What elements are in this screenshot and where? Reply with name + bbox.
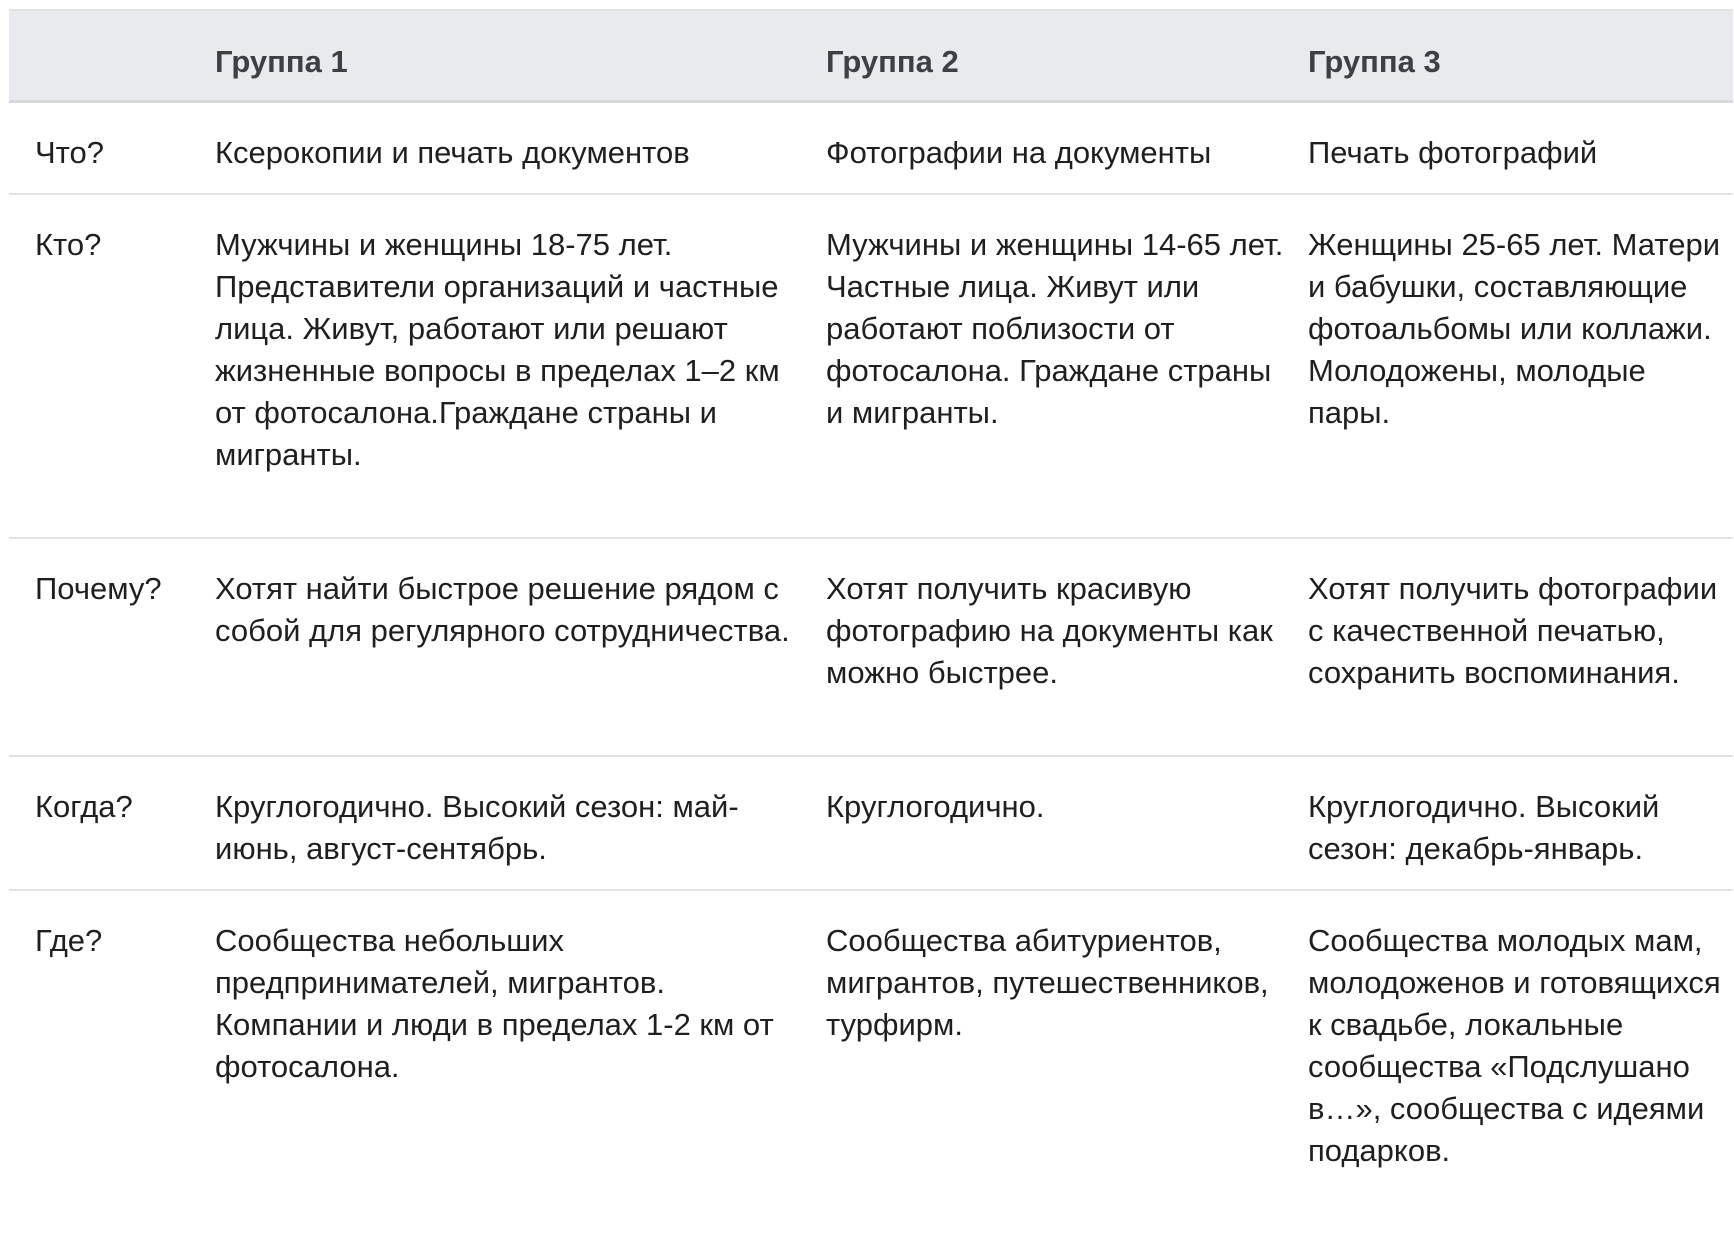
cell-group-1: Мужчины и женщины 18-75 лет. Представители организаций и частные лица. Живут, работают или решают жизненные вопросы в пределах 1–2 км от фотосалона.Граждане страны и мигранты. <box>215 227 780 472</box>
table-row-who <box>9 195 1733 539</box>
cell-group-1: Сообщества небольших предпринимателей, мигрантов. Компании и люди в пределах 1-2 км от фотосалона. <box>215 923 774 1084</box>
cell-group-1: Хотят найти быстрое решение рядом с собой для регулярного сотрудничества. <box>215 571 790 648</box>
header-cell-group-1: Группа 1 <box>215 44 348 79</box>
header-cell-group-3: Группа 3 <box>1308 44 1441 79</box>
cell-group-2: Фотографии на документы <box>826 135 1212 170</box>
table-row-where <box>9 891 1733 1251</box>
audience-segments-table <box>9 9 1733 1251</box>
row-label: Кто? <box>35 227 102 262</box>
table-header-row <box>9 11 1733 103</box>
cell-group-2: Сообщества абитуриентов, мигрантов, путешественников, турфирм. <box>826 923 1269 1042</box>
cell-group-2: Круглогодично. <box>826 789 1045 824</box>
row-label: Когда? <box>35 789 133 824</box>
cell-group-3: Печать фотографий <box>1308 135 1598 170</box>
header-cell-group-2: Группа 2 <box>826 44 959 79</box>
cell-group-3: Сообщества молодых мам, молодоженов и готовящихся к свадьбе, локальные сообщества «Подслушано в…», сообщества с идеями подарков. <box>1308 923 1721 1168</box>
cell-group-1: Ксерокопии и печать документов <box>215 135 690 170</box>
cell-group-3: Хотят получить фотографии с качественной печатью, сохранить воспоминания. <box>1308 571 1718 690</box>
row-label: Почему? <box>35 571 162 606</box>
cell-group-1: Круглогодично. Высокий сезон: май-июнь, август-сентябрь. <box>215 789 739 866</box>
table-row-why <box>9 539 1733 757</box>
row-label: Где? <box>35 923 103 958</box>
table-row-when <box>9 757 1733 891</box>
table-row-what <box>9 103 1733 195</box>
cell-group-3: Женщины 25-65 лет. Матери и бабушки, составляющие фотоальбомы или коллажи. Молодожены, молодые пары. <box>1308 227 1721 430</box>
cell-group-3: Круглогодично. Высокий сезон: декабрь-январь. <box>1308 789 1660 866</box>
cell-group-2: Мужчины и женщины 14-65 лет. Частные лица. Живут или работают поблизости от фотосалона. Граждане страны и мигранты. <box>826 227 1284 430</box>
cell-group-2: Хотят получить красивую фотографию на документы как можно быстрее. <box>826 571 1273 690</box>
row-label: Что? <box>35 135 104 170</box>
